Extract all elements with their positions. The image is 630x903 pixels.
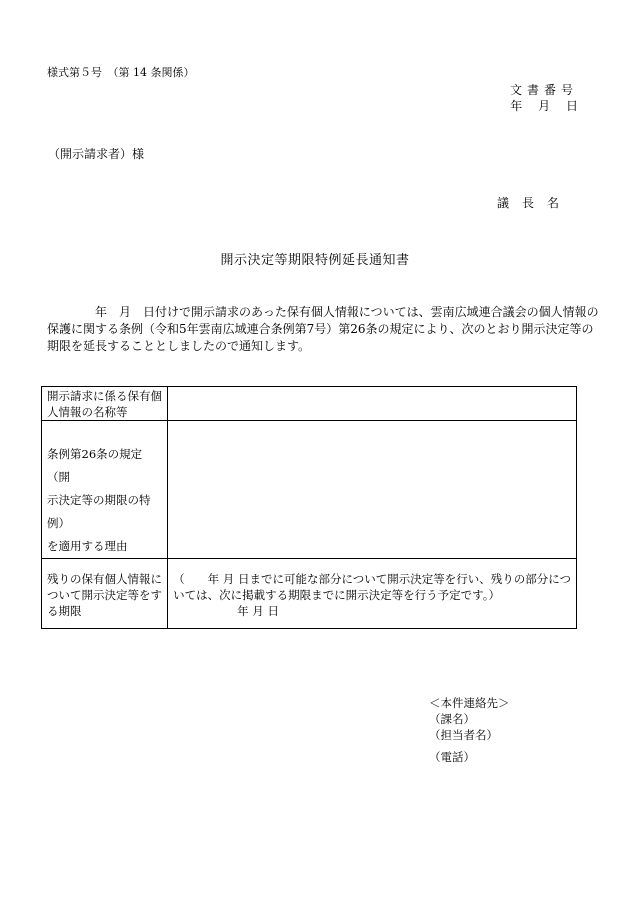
table-row (42, 559, 577, 629)
body-line-1-rest: 日付けで開示請求のあった保有個人情報については、雲南広域連合議会の個人情報の (143, 305, 599, 319)
row-value-info-name (168, 387, 577, 421)
body-line-3: 期限を延長することとしましたので通知します。 (47, 339, 311, 353)
table-row (42, 421, 577, 559)
row-label-deadline: 残りの保有個人情報に ついて開示決定等をす る期限 (42, 559, 168, 629)
body-line-1 (47, 304, 599, 321)
info-table (41, 386, 577, 629)
contact-section: （課名） (429, 712, 475, 726)
date-year: 年 (510, 99, 523, 113)
row-value-deadline (168, 559, 577, 629)
row-label-info-name: 開示請求に係る保有個 人情報の名称等 (42, 387, 168, 421)
contact-heading: ＜本件連絡先＞ (429, 696, 510, 710)
document-number-label: 文書番号 (509, 83, 578, 97)
notice-body (47, 304, 599, 355)
date-day: 日 (565, 99, 578, 113)
deadline-line-2: いては、次に掲載する期限までに開示決定等を行う予定です。） (173, 588, 500, 602)
recipient-line: （開示請求者）様 (48, 147, 145, 161)
body-month: 月 (119, 305, 132, 319)
table-row (42, 387, 577, 421)
row-label-reason: 条例第26条の規定（開 示決定等の期限の特例） を適用する理由 (42, 421, 168, 559)
document-date (510, 97, 578, 114)
body-line-2: 保護に関する条例（令和5年雲南広域連合条例第7号）第26条の規定により、次のとおり開示決定等の (47, 322, 594, 336)
form-number-label: 様式第５号 （第 14 条関係） (47, 66, 195, 79)
date-month: 月 (538, 99, 551, 113)
contact-block (429, 695, 510, 765)
document-title: 開示決定等期限特例延長通知書 (220, 253, 410, 268)
body-year: 年 (95, 305, 108, 319)
deadline-date: 年 月 日 (237, 604, 279, 618)
contact-phone: （電話） (429, 750, 475, 764)
row-value-reason (168, 421, 577, 559)
contact-person: （担当者名） (429, 728, 498, 742)
deadline-line-1: （ 年 月 日までに可能な部分について開示決定等を行い、残りの部分につ (173, 572, 571, 586)
sender-name: 議長名 (496, 196, 572, 210)
